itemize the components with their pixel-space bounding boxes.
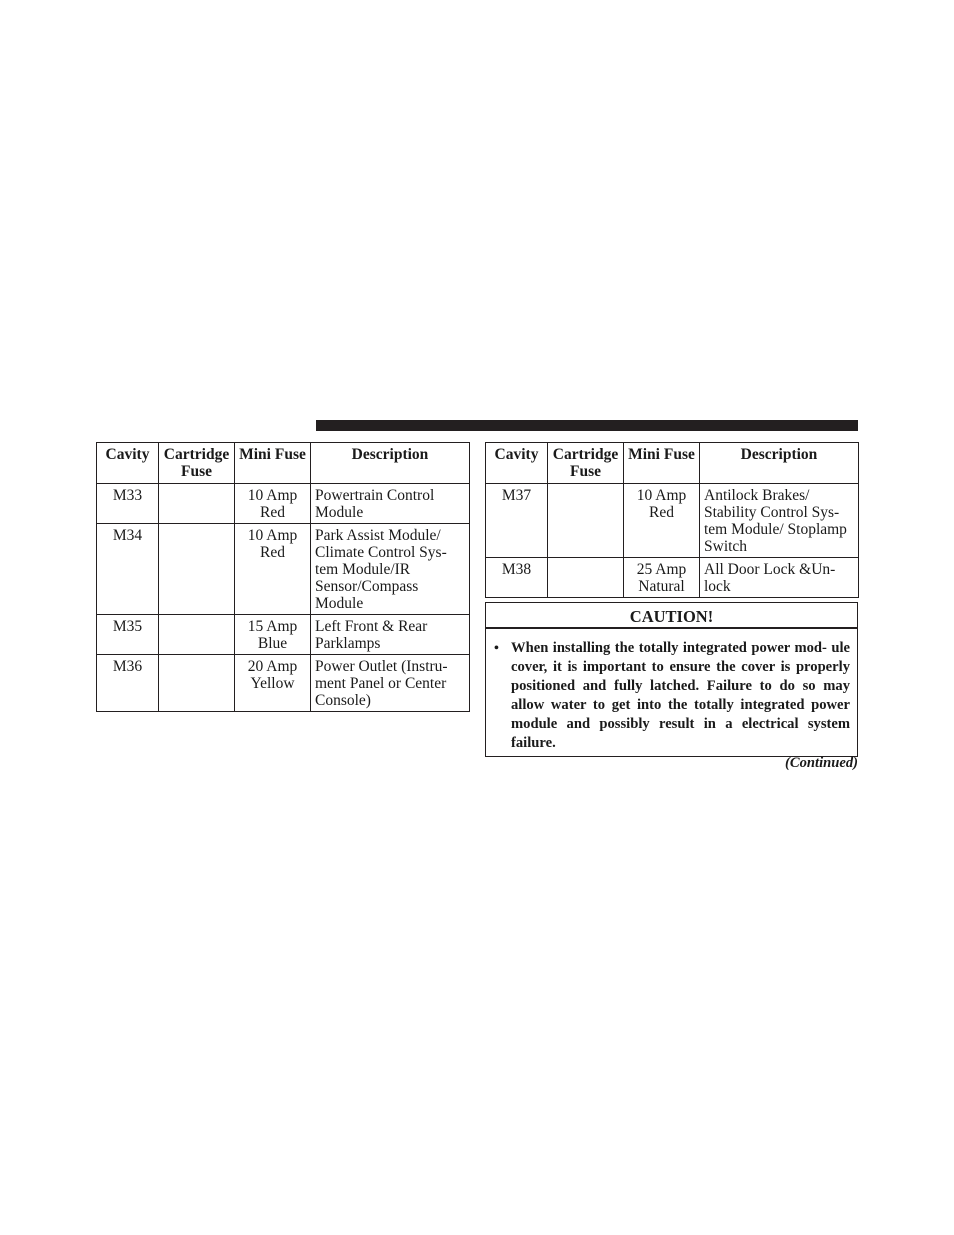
cell-cartridge <box>159 655 235 712</box>
bullet-icon: • <box>494 641 499 656</box>
cell-description: Left Front & Rear Parklamps <box>311 615 470 655</box>
table-row <box>97 615 470 655</box>
cell-mini: 15 Amp Blue <box>235 615 311 655</box>
table-header-row <box>486 443 859 484</box>
table-row <box>97 524 470 615</box>
cell-description: Park Assist Module/ Climate Control Sys- tem Module/IR Sensor/Compass Module <box>311 524 470 615</box>
caution-title: CAUTION! <box>486 603 857 629</box>
fuse-table-left <box>96 442 470 712</box>
table-row <box>486 558 859 598</box>
cell-mini: 10 Amp Red <box>624 484 700 558</box>
cell-cavity: M36 <box>97 655 159 712</box>
cell-cavity: M33 <box>97 484 159 524</box>
cell-mini: 10 Amp Red <box>235 524 311 615</box>
cell-cartridge <box>548 558 624 598</box>
fuse-table-right <box>485 442 859 598</box>
header-cavity: Cavity <box>97 443 159 484</box>
table-header-row <box>97 443 470 484</box>
cell-mini: 10 Amp Red <box>235 484 311 524</box>
caution-text: When installing the totally integrated power mod- ule cover, it is important to ensure the cover is properly positioned and fully latched. Failure to do so may allow water to get into the totally integrated power module and possibly result in a electrical system failure. <box>511 640 850 751</box>
cell-description: Antilock Brakes/ Stability Control Sys- tem Module/ Stoplamp Switch <box>700 484 859 558</box>
header-mini-fuse: Mini Fuse <box>624 443 700 484</box>
header-description: Description <box>700 443 859 484</box>
cell-cavity: M35 <box>97 615 159 655</box>
cell-cartridge <box>159 484 235 524</box>
cell-description: Power Outlet (Instru- ment Panel or Center Console) <box>311 655 470 712</box>
header-description: Description <box>311 443 470 484</box>
table-row <box>486 484 859 558</box>
cell-cavity: M34 <box>97 524 159 615</box>
cell-cavity: M38 <box>486 558 548 598</box>
cell-mini: 25 Amp Natural <box>624 558 700 598</box>
cell-mini: 20 Amp Yellow <box>235 655 311 712</box>
cell-description: Powertrain Control Module <box>311 484 470 524</box>
caution-body <box>486 629 857 753</box>
section-header-bar <box>316 420 858 431</box>
cell-cartridge <box>548 484 624 558</box>
continued-label: (Continued) <box>785 755 858 771</box>
header-cartridge-fuse: Cartridge Fuse <box>548 443 624 484</box>
header-cavity: Cavity <box>486 443 548 484</box>
cell-cartridge <box>159 615 235 655</box>
caution-box <box>485 602 858 757</box>
header-cartridge-fuse: Cartridge Fuse <box>159 443 235 484</box>
cell-cavity: M37 <box>486 484 548 558</box>
table-row <box>97 484 470 524</box>
table-row <box>97 655 470 712</box>
cell-cartridge <box>159 524 235 615</box>
header-mini-fuse: Mini Fuse <box>235 443 311 484</box>
cell-description: All Door Lock &Un- lock <box>700 558 859 598</box>
